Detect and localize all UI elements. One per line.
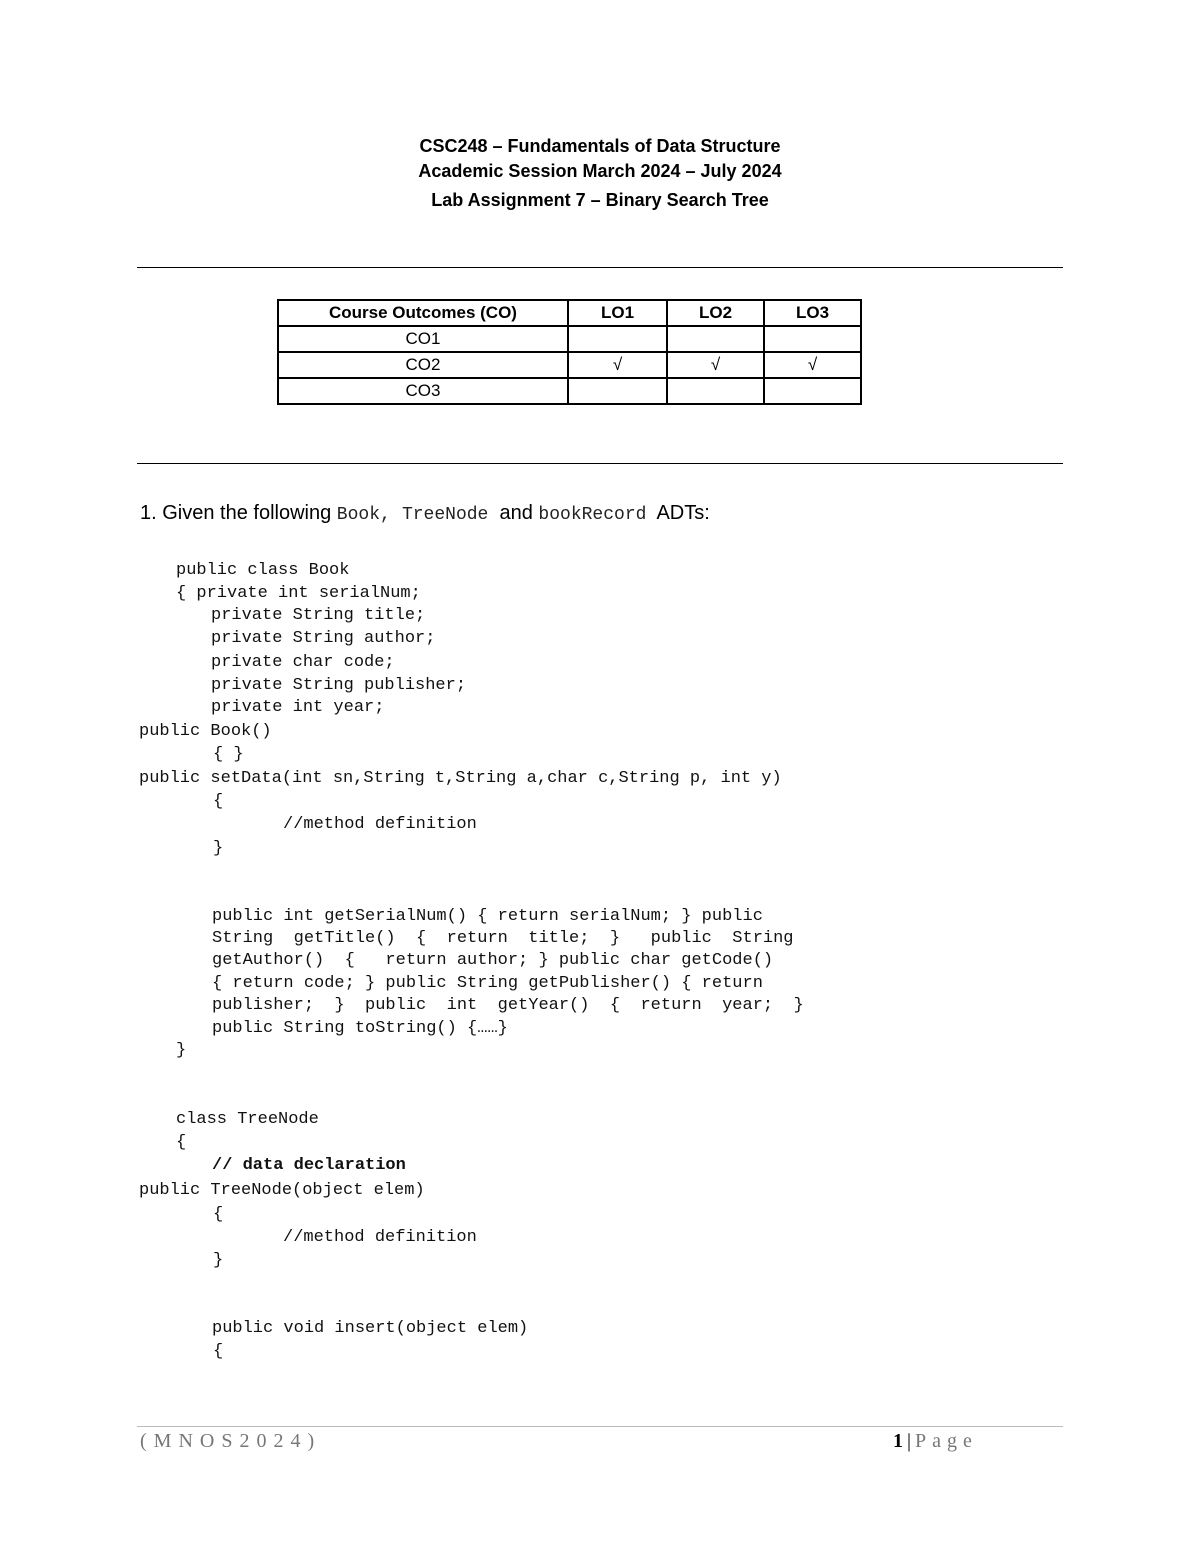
doc-title: CSC248 – Fundamentals of Data Structure (419, 136, 781, 156)
table-header-row (278, 300, 861, 326)
check-cell: √ (667, 352, 764, 378)
code-line: { } (213, 745, 244, 764)
code-line: private int year; (211, 698, 385, 717)
adt-bookrecord: bookRecord (538, 505, 647, 525)
footer-page-label (893, 1430, 978, 1453)
code-line: public int getSerialNum() { return serialNum; } public (212, 907, 763, 926)
code-line: private char code; (211, 653, 395, 672)
header-cell: LO1 (568, 300, 667, 326)
code-line: String getTitle() { return title; } public String (212, 929, 794, 948)
code-line: //method definition (283, 815, 477, 834)
code-line: { (213, 792, 224, 811)
question-and: and (499, 502, 533, 524)
code-line: class TreeNode (176, 1110, 319, 1129)
code-line: } (213, 1251, 224, 1270)
code-line: public setData(int sn,String t,String a,char c,String p, int y) (139, 769, 782, 788)
assignment-title: Lab Assignment 7 – Binary Search Tree (431, 190, 769, 210)
header-cell: Course Outcomes (CO) (278, 300, 568, 326)
top-divider (137, 267, 1063, 268)
question-1 (140, 502, 710, 525)
table-cell: CO3 (278, 378, 568, 404)
footer-author-tag: (MNOS2024) (140, 1430, 322, 1452)
code-line: } (213, 839, 224, 858)
table-cell (568, 378, 667, 404)
code-line: public TreeNode(object elem) (139, 1181, 425, 1200)
check-cell: √ (764, 352, 861, 378)
code-line: private String title; (211, 606, 426, 625)
page-word: Page (915, 1430, 978, 1452)
code-line: publisher; } public int getYear() { return year; } (212, 996, 804, 1015)
bottom-divider (137, 463, 1063, 464)
table-cell (764, 326, 861, 352)
footer-divider (137, 1426, 1063, 1427)
table-cell (667, 326, 764, 352)
code-line: getAuthor() { return author; } public char getCode() (212, 951, 774, 970)
table-cell: CO1 (278, 326, 568, 352)
code-line: //method definition (283, 1228, 477, 1247)
header-cell: LO3 (764, 300, 861, 326)
adt-treenode: TreeNode (401, 505, 489, 525)
table-row (278, 326, 861, 352)
code-line: { (213, 1205, 224, 1224)
page-number: 1 (893, 1430, 903, 1452)
course-outcomes-table (277, 299, 862, 405)
table-row (278, 378, 861, 404)
code-line: { private int serialNum; (176, 584, 421, 603)
code-line: { (176, 1133, 187, 1152)
code-line: public Book() (139, 722, 272, 741)
code-comment-bold: // data declaration (212, 1156, 406, 1175)
code-line: private String publisher; (211, 676, 467, 695)
code-line: } (176, 1041, 187, 1060)
adt-book: Book, (336, 505, 391, 525)
table-row (278, 352, 861, 378)
academic-session: Academic Session March 2024 – July 2024 (418, 161, 782, 181)
code-line: public String toString() {……} (212, 1019, 508, 1038)
question-suffix: ADTs: (656, 502, 710, 524)
table-cell (764, 378, 861, 404)
table-cell (667, 378, 764, 404)
question-number: 1. (140, 502, 157, 524)
code-line: public void insert(object elem) (212, 1319, 529, 1338)
table-cell (568, 326, 667, 352)
check-cell: √ (568, 352, 667, 378)
question-text: Given the following (162, 502, 332, 524)
code-line: private String author; (211, 629, 436, 648)
table-cell: CO2 (278, 352, 568, 378)
code-line: { return code; } public String getPublisher() { return (212, 974, 763, 993)
code-line: { (213, 1342, 224, 1361)
code-line: public class Book (176, 561, 350, 580)
header-cell: LO2 (667, 300, 764, 326)
page-separator: | (907, 1430, 912, 1452)
